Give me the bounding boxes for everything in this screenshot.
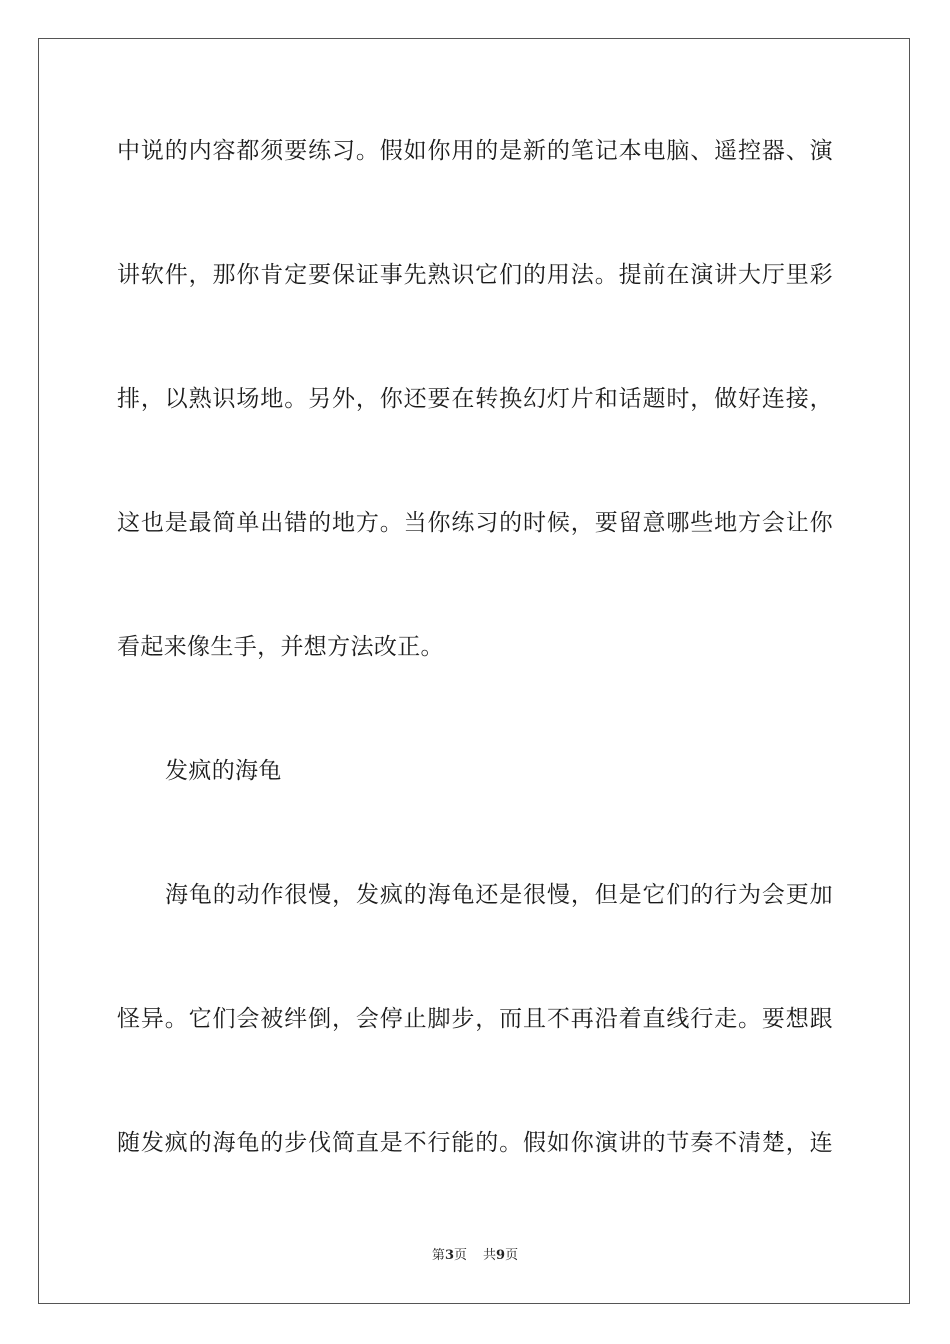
body-text-line: 海龟的动作很慢，发疯的海龟还是很慢，但是它们的行为会更加: [165, 882, 833, 908]
body-text-line: 中说的内容都须要练习。假如你用的是新的笔记本电脑、遥控器、演: [117, 138, 833, 164]
body-text-line: 这也是最简单出错的地方。当你练习的时候，要留意哪些地方会让你: [117, 510, 833, 536]
total-page-number: 9: [496, 1248, 506, 1263]
page-footer: [0, 1247, 950, 1265]
page-label-suffix: 页: [453, 1248, 467, 1263]
page-frame: [38, 38, 910, 1304]
body-text-line: 看起来像生手，并想方法改正。: [117, 634, 444, 660]
page-label-prefix: 第: [431, 1248, 445, 1263]
body-text-line: 随发疯的海龟的步伐简直是不行能的。假如你演讲的节奏不清楚，连: [117, 1130, 833, 1156]
total-label-prefix: 共: [483, 1248, 497, 1263]
current-page-number: 3: [444, 1248, 454, 1263]
body-text-line: 排，以熟识场地。另外，你还要在转换幻灯片和话题时，做好连接，: [117, 386, 833, 412]
body-text-line: 讲软件，那你肯定要保证事先熟识它们的用法。提前在演讲大厅里彩: [117, 262, 833, 288]
body-text-line: 怪异。它们会被绊倒，会停止脚步，而且不再沿着直线行走。要想跟: [117, 1006, 833, 1032]
section-heading: 发疯的海龟: [165, 758, 282, 784]
total-label-suffix: 页: [505, 1248, 519, 1263]
